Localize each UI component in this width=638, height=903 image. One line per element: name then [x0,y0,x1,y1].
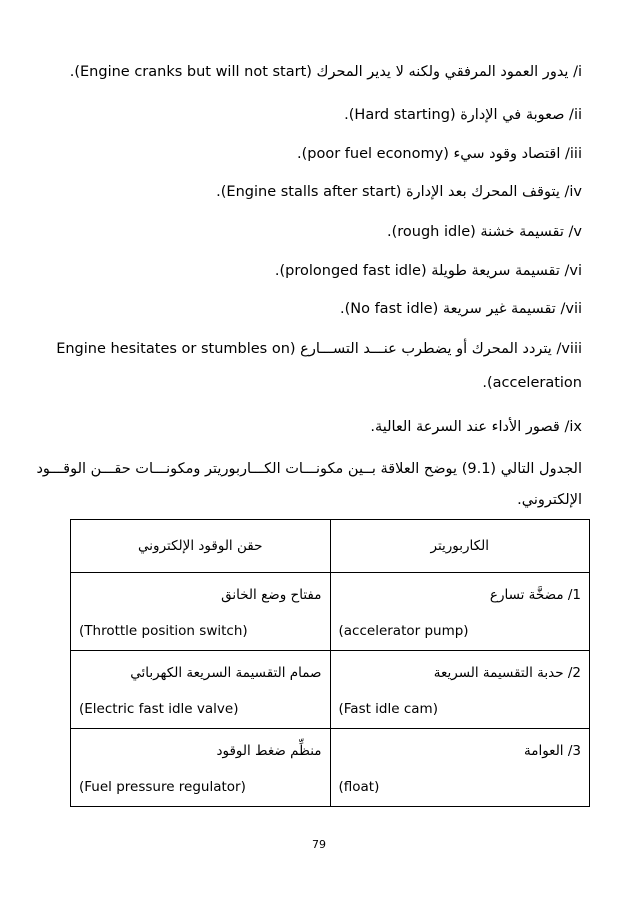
cell-arabic: منظِّم ضغط الوقود [216,743,322,759]
list-text: يدور العمود المرفقي ولكنه لا يدير المحرك (Engine cranks but will not start). [69,64,569,80]
list-item-iii [40,144,582,164]
list-item-vii [40,299,582,319]
list-item-ix [40,417,582,437]
cell-arabic: صمام التقسيمة السريعة الكهربائي [130,665,322,681]
cell-arabic: 3/ العوامة [523,743,581,759]
cell-english: (Fuel pressure regulator) [79,779,246,795]
list-item-viii-continued [40,373,582,393]
list-number: ix/ [564,419,582,435]
list-number: vii/ [560,301,582,317]
list-text: تقسيمة خشنة (rough idle). [386,224,564,240]
list-item-iv [40,182,582,202]
cell-arabic: 2/ حدبة التقسيمة السريعة [433,665,581,681]
table-header-row [71,520,590,573]
table-cell-efi [71,573,331,651]
cell-arabic: 1/ مضخَّة تسارع [489,587,581,603]
list-text: تقسيمة غير سريعة (No fast idle). [339,301,556,317]
list-text: يتوقف المحرك بعد الإدارة (Engine stalls after start). [216,184,560,200]
list-number: viii/ [556,341,582,357]
table-cell-carburetor [330,729,590,807]
list-text-continued: acceleration). [482,375,582,391]
header-carburetor: الكاربوريتر [330,520,590,573]
list-item-viii [33,339,582,359]
list-number: i/ [573,64,582,80]
table-row [71,573,590,651]
list-item-i [40,62,582,82]
list-text: اقتصاد وقود سيء (poor fuel economy). [297,146,561,162]
list-number: ii/ [569,107,582,123]
paragraph-line-2: الإلكتروني. [517,492,582,508]
comparison-table [70,519,590,807]
list-number: v/ [568,224,582,240]
list-item-vi [40,261,582,281]
table-cell-carburetor [330,651,590,729]
list-text: قصور الأداء عند السرعة العالية. [370,419,560,435]
list-text: تقسيمة سريعة طويلة (prolonged fast idle). [274,263,560,279]
table-row [71,651,590,729]
paragraph-line-1: الجدول التالي (9.1) يوضح العلاقة بــين مكونـــات الكـــاربوريتر ومكونـــات حقـــن الوقـــود [36,461,582,477]
list-number: iv/ [564,184,582,200]
cell-english: (float) [338,779,380,795]
cell-english: (Electric fast idle valve) [79,701,239,717]
table-cell-carburetor [330,573,590,651]
list-text: صعوبة في الإدارة (Hard starting). [344,107,565,123]
header-efi: حقن الوقود الإلكتروني [71,520,331,573]
list-number: vi/ [564,263,582,279]
list-number: iii/ [565,146,582,162]
cell-english: (accelerator pump) [338,623,469,639]
list-item-ii [40,105,582,125]
table-row [71,729,590,807]
table-cell-efi [71,651,331,729]
page-number: 79 [312,838,326,851]
cell-english: (Throttle position switch) [79,623,248,639]
cell-arabic: مفتاح وضع الخانق [221,587,322,603]
list-item-v [40,222,582,242]
table-cell-efi [71,729,331,807]
cell-english: (Fast idle cam) [338,701,438,717]
list-text: يتردد المحرك أو يضطرب عنـــد التســـارع (Engine hesitates or stumbles on [56,341,552,357]
